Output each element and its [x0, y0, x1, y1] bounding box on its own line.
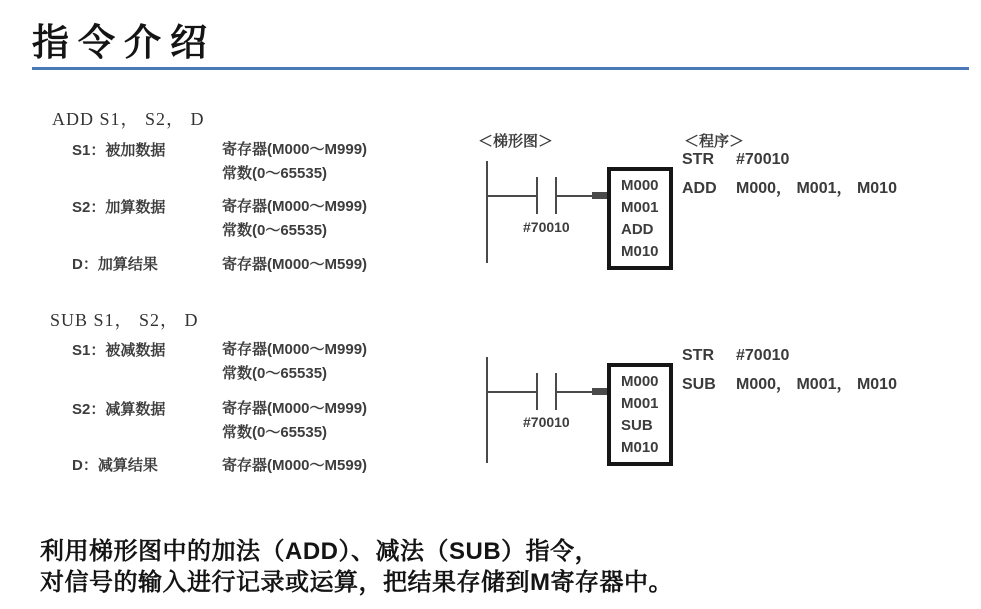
add-block-line-4: M010 — [621, 242, 659, 260]
add-program-2-opcode: ADD — [682, 180, 717, 197]
sub-ladder-wire-left — [488, 391, 536, 393]
add-ladder-wire-right — [557, 195, 592, 197]
add-contact-bar-left — [536, 177, 538, 214]
add-ladder-rail — [486, 161, 488, 263]
add-program-line-2 — [682, 175, 897, 198]
add-param-s2-values — [222, 195, 367, 243]
sub-param-s1-value1: 寄存器(M000～M999) — [222, 341, 368, 358]
add-block-stub — [592, 192, 608, 199]
program-caption: ＜程序＞ — [684, 133, 745, 150]
sub-ladder-wire-right — [557, 391, 592, 393]
add-param-s1-value2: 常数(0～65535) — [222, 165, 328, 182]
add-param-s1-value1: 寄存器(M000～M999) — [222, 141, 368, 158]
add-param-s1-values — [222, 138, 367, 186]
add-contact-label: #70010 — [523, 219, 570, 235]
sub-program-1-opcode: STR — [682, 347, 714, 364]
sub-block-line-4: M010 — [621, 438, 659, 456]
add-block-line-2: M001 — [621, 199, 659, 217]
sub-param-d-value1: 寄存器(M000～M599) — [222, 457, 368, 474]
sub-param-s1-label: S1：被减数据 — [72, 342, 166, 359]
sub-contact-bar-left — [536, 373, 538, 410]
sub-block-line-2: M001 — [621, 395, 659, 413]
sub-block-line-3: SUB — [621, 416, 653, 434]
title-underline — [32, 67, 969, 70]
add-function-block — [607, 167, 673, 270]
add-param-d-value1: 寄存器(M000～M599) — [222, 256, 368, 273]
sub-instruction-header: SUB S1， S2， D — [50, 310, 199, 330]
add-program-1-operands: #70010 — [736, 151, 790, 168]
footer-line-1: 利用梯形图中的加法（ADD）、减法（SUB）指令， — [40, 538, 600, 565]
sub-program-2-opcode: SUB — [682, 376, 716, 393]
add-param-d-label: D：加算结果 — [72, 256, 158, 273]
footer-summary — [40, 536, 673, 598]
add-program-1-opcode: STR — [682, 151, 714, 168]
add-block-line-1: M000 — [621, 177, 659, 195]
add-param-s2-value1: 寄存器(M000～M999) — [222, 198, 368, 215]
sub-param-s2-values — [222, 397, 367, 445]
ladder-caption: ＜梯形图＞ — [478, 133, 554, 150]
add-instruction-header: ADD S1， S2， D — [52, 109, 205, 129]
add-program-2-operands: M000， M001， M010 — [736, 180, 897, 197]
sub-param-d-label: D：减算结果 — [72, 457, 158, 474]
footer-line-2: 对信号的输入进行记录或运算，把结果存储到M寄存器中。 — [40, 569, 673, 596]
sub-param-s2-value1: 寄存器(M000～M999) — [222, 400, 368, 417]
add-param-s2-label: S2：加算数据 — [72, 199, 166, 216]
sub-ladder-rail — [486, 357, 488, 463]
add-program-line-1 — [682, 151, 789, 169]
sub-block-line-1: M000 — [621, 373, 659, 391]
page-title: 指令介绍 — [32, 22, 216, 63]
sub-program-2-operands: M000， M001， M010 — [736, 376, 897, 393]
sub-program-line-1 — [682, 347, 789, 365]
sub-contact-label: #70010 — [523, 414, 570, 430]
sub-param-s1-value2: 常数(0～65535) — [222, 365, 328, 382]
add-param-s1-label: S1：被加数据 — [72, 142, 166, 159]
sub-program-1-operands: #70010 — [736, 347, 790, 364]
add-ladder-wire-left — [488, 195, 536, 197]
sub-param-s1-values — [222, 338, 367, 386]
sub-block-stub — [592, 388, 608, 395]
sub-function-block — [607, 363, 673, 466]
sub-program-line-2 — [682, 371, 897, 394]
sub-param-s2-value2: 常数(0～65535) — [222, 424, 328, 441]
add-block-line-3: ADD — [621, 220, 654, 238]
add-param-s2-value2: 常数(0～65535) — [222, 222, 328, 239]
sub-param-s2-label: S2：减算数据 — [72, 401, 166, 418]
